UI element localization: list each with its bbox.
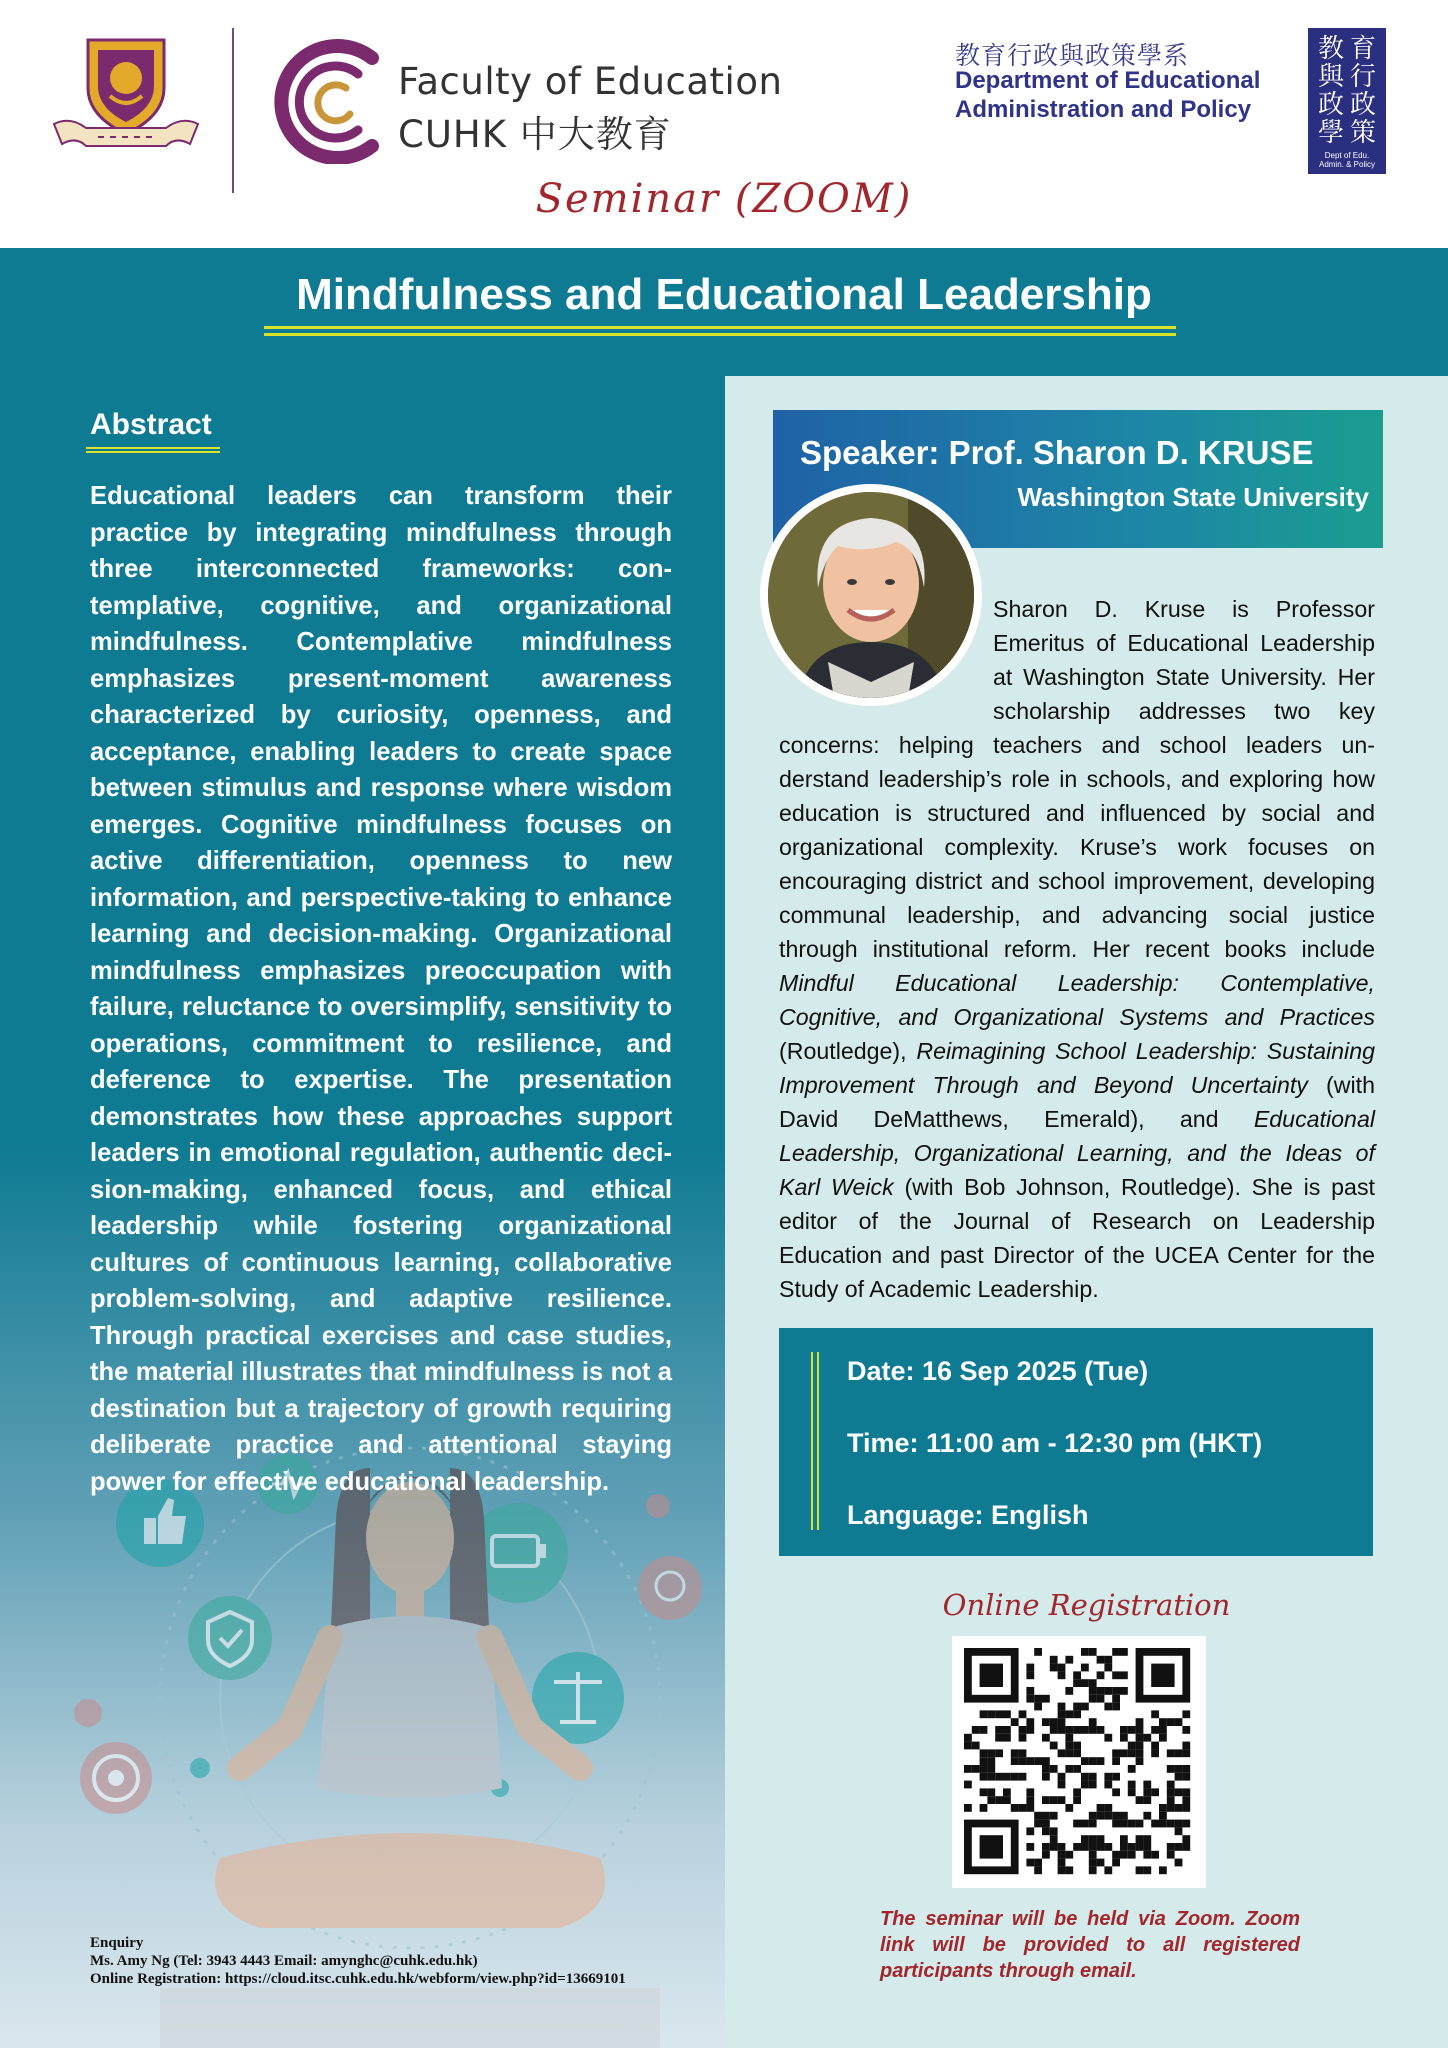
qr-code bbox=[964, 1648, 1194, 1876]
faculty-subtitle: CUHK 中大教育 bbox=[398, 113, 672, 156]
book-title-2: Reimagining School Leadership: Sustaining Improvement Through and Beyond Uncertainty bbox=[779, 1038, 1375, 1098]
abstract-heading: Abstract bbox=[90, 408, 212, 441]
faculty-name: Faculty of Education bbox=[398, 60, 783, 103]
seminar-title: Mindfulness and Educational Leadership bbox=[296, 270, 1152, 319]
department-name-english: Department of Educational Administration and Policy bbox=[955, 67, 1261, 123]
header bbox=[0, 0, 1448, 248]
department-seal bbox=[1308, 28, 1386, 174]
speaker-name: Speaker: Prof. Sharon D. KRUSE bbox=[800, 434, 1314, 471]
cuhk-crest-icon bbox=[50, 36, 202, 154]
shield-check-icon bbox=[188, 1596, 272, 1680]
event-details bbox=[779, 1328, 1373, 1556]
enquiry-block bbox=[90, 1934, 626, 1988]
event-details-bar bbox=[811, 1352, 819, 1530]
event-time: Time: 11:00 am - 12:30 pm (HKT) bbox=[847, 1428, 1263, 1458]
event-language: Language: English bbox=[847, 1500, 1089, 1530]
abstract-text: Educational leaders can transform their practice by integrating mindfulness through three interconnected frameworks: contemplative, cognitive, and organizational mindfulness. Contemplative mindfulness emphasizes present-moment awareness characterized by curiosity, openness, and acceptance, enabling leaders to create space between stimulus and response where wisdom emerges. Cognitive mindfulness focuses on active differentiation, openness to new information, and perspective-taking to enhance learning and decision-making. Organizational mindfulness emphasizes preoccupation with failure, reluctance to oversimplify, sensitivity to operations, commitment to resilience, and deference to expertise. The presentation demonstrates how these approaches support leaders in emotional regulation, authentic decision-making, enhanced focus, and ethical leadership while fostering organizational cultures of continuous learning, collaborative problem-solving, and adaptive resilience. Through practical exercises and case studies, the material illustrates that mindfulness is not a destination but a trajectory of growth requiring deliberate practice and attentional staying power for effective educational leadership. bbox=[90, 482, 672, 1496]
qr-code-icon[interactable] bbox=[952, 1636, 1206, 1888]
faculty-logo-icon bbox=[262, 38, 382, 164]
speaker-panel bbox=[725, 376, 1448, 2048]
speaker-university: Washington State University bbox=[1017, 482, 1369, 512]
department-name-chinese: 教育行政與政策學系 bbox=[955, 42, 1190, 70]
enquiry-contact: Ms. Amy Ng (Tel: 3943 4443 Email: amynghc@cuhk.edu.hk) bbox=[90, 1953, 478, 1969]
target-icon bbox=[80, 1742, 152, 1814]
header-divider bbox=[232, 28, 234, 193]
book-title-1: Mindful Educational Leadership: Contemplative, Cognitive, and Organizational Systems and Practices bbox=[779, 970, 1375, 1030]
seminar-label: Seminar (ZOOM) bbox=[535, 176, 913, 222]
enquiry-registration-link[interactable]: Online Registration: https://cloud.itsc.cuhk.edu.hk/webform/view.php?id=13669101 bbox=[90, 1971, 626, 1987]
book-title-3: Educational Leadership, Organizational Learning, and the Ideas of Karl Weick bbox=[779, 1106, 1375, 1200]
enquiry-heading: Enquiry bbox=[90, 1935, 144, 1951]
seal-characters: 教 育 與 行 政 政 學 策 bbox=[1317, 33, 1376, 147]
main-section bbox=[0, 248, 1448, 2048]
event-date: Date: 16 Sep 2025 (Tue) bbox=[847, 1356, 1149, 1386]
zoom-note: The seminar will be held via Zoom. Zoom link will be provided to all registered participants through email. bbox=[880, 1908, 1300, 1982]
speaker-biography: Sharon D. Kruse is Professor Emeritus of Educational Leadership at Washington State University. Her scholarship addresses two key concerns: helping teachers and school leaders understand leadership’s role in schools, and exploring how education is structured and influenced by social and organizational complexity. Kruse’s work focuses on encouraging district and school improvement, developing communal leadership, and advancing social justice through institutional reform. Her recent books include Mindful Educational Leadership: Contemplative, Cognitive, and Organizational Systems and Practices (Routledge), Reimagining School Leadership: Sustaining Improvement Through and Beyond Uncertainty (with David DeMatthews, Emerald), and Educational Leadership, Organizational Learning, and the Ideas of Karl Weick (with Bob Johnson, Routledge). She is past editor of the Journal of Research on Leadership Education and past Director of the UCEA Center for the Study of Academic Leadership. bbox=[779, 596, 1375, 1302]
online-registration-label: Online Registration bbox=[942, 1588, 1231, 1622]
title-underline bbox=[264, 326, 1176, 336]
brain-icon bbox=[638, 1556, 702, 1620]
seal-caption: Dept of Edu. Admin. & Policy bbox=[1318, 151, 1376, 169]
abstract-underline bbox=[86, 447, 220, 453]
